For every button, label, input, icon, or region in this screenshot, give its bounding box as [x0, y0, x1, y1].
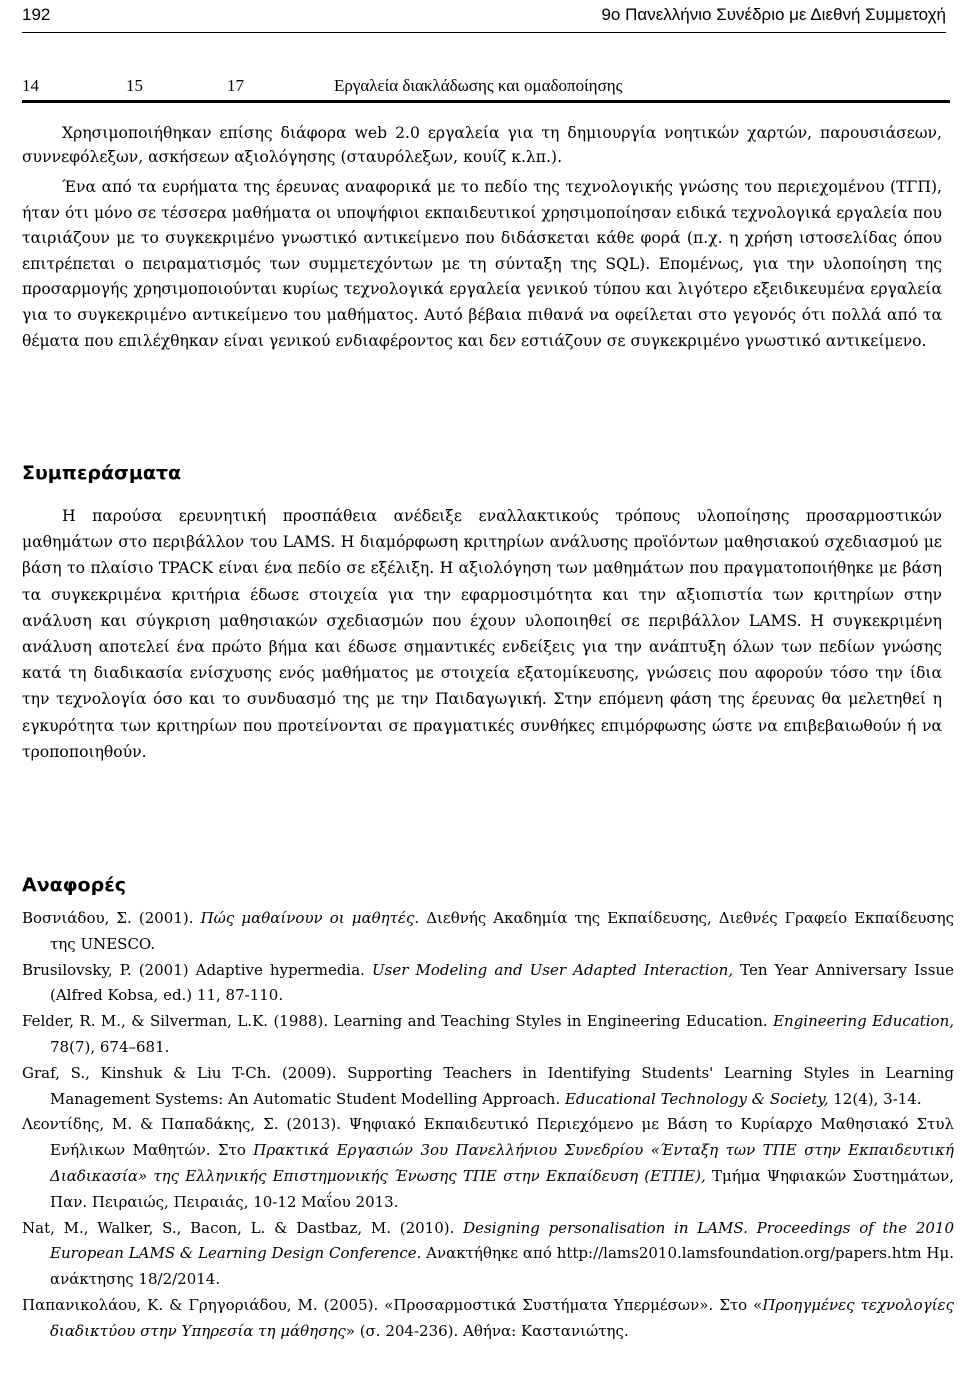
conclusions-heading: Συμπεράσματα — [22, 462, 182, 484]
reference-item: Λεοντίδης, Μ. & Παπαδάκης, Σ. (2013). Ψηφιακό Εκπαιδευτικό Περιεχόμενο με Βάση το Κυρίαρχο Μαθησιακό Στυλ Ενήλικων Μαθητών. Στο Πρακτικά Εργασιών 3ου Πανελλήνιου Συνεδρίου «Ένταξη των ΤΠΕ στην Εκπαιδευτική Διαδικασία» της Ελληνικής Επιστημονικής Ένωσης ΤΠΕ στην Εκπαίδευση (ΕΤΠΕ), Τμήμα Ψηφιακών Συστημάτων, Παν. Πειραιώς, Πειραιάς, 10-12 Μαΐου 2013. — [22, 1115, 954, 1211]
references-heading: Αναφορές — [22, 874, 127, 896]
table-cell-label: Εργαλεία διακλάδωσης και ομαδοποίησης — [334, 76, 623, 95]
body-paragraph-1: Χρησιμοποιήθηκαν επίσης διάφορα web 2.0 εργαλεία για τη δημιουργία νοητικών χαρτών, παρουσιάσεων, συννεφόλεξων, ασκήσεων αξιολόγησης (σταυρόλεξων, κουίζ κ.λπ.). — [22, 124, 942, 167]
page-number: 192 — [22, 5, 51, 24]
reference-item: Nat, M., Walker, S., Bacon, L. & Dastbaz, M. (2010). Designing personalisation in LAMS. Proceedings of the 2010 European LAMS & Learning Design Conference. Ανακτήθηκε από http://lams2010.lamsfoundation.org/papers.htm Ημ. ανάκτησης 18/2/2014. — [22, 1218, 955, 1289]
reference-item: Graf, S., Kinshuk & Liu T-Ch. (2009). Supporting Teachers in Identifying Students' Learning Styles in Learning Management Systems: An Automatic Student Modelling Approach. Educational Technology & Society, 12(4), 3-14. — [22, 1063, 954, 1108]
table-cell-3: 17 — [227, 76, 244, 95]
reference-item: Brusilovsky, P. (2001) Adaptive hypermedia. User Modeling and User Adapted Interaction, Ten Year Anniversary Issue (Alfred Kobsa, ed.) 11, 87-110. — [22, 960, 954, 1005]
table-row — [22, 72, 950, 103]
table-cell-1: 14 — [22, 76, 39, 95]
reference-item: Βοσνιάδου, Σ. (2001). Πώς μαθαίνουν οι μαθητές. Διεθνής Ακαδημία της Εκπαίδευσης, Διεθνές Γραφείο Εκπαίδευσης της UNESCO. — [22, 909, 955, 953]
conference-title: 9ο Πανελλήνιο Συνέδριο με Διεθνή Συμμετοχή — [601, 5, 946, 24]
reference-item: Felder, R. M., & Silverman, L.K. (1988). Learning and Teaching Styles in Engineering Education. Engineering Education, 78(7), 674–681. — [22, 1012, 954, 1056]
running-header — [22, 2, 946, 33]
reference-item: Παπανικολάου, Κ. & Γρηγοριάδου, Μ. (2005). «Προσαρμοστικά Συστήματα Υπερμέσων». Στο «Προηγμένες τεχνολογίες διαδικτύου στην Υπηρεσία τη μάθησης» (σ. 204-236). Αθήνα: Καστανιώτης. — [22, 1295, 954, 1340]
conclusions-paragraph: Η παρούσα ερευνητική προσπάθεια ανέδειξε εναλλακτικούς τρόπους υλοποίησης προσαρμοστικών μαθημάτων στο περιβάλλον του LAMS. Η διαμόρφωση κριτηρίων ανάλυσης προϊόντων μαθησιακού σχεδιασμού με βάση το πλαίσιο TPACK είναι ένα πεδίο σε εξέλιξη. Η αξιολόγηση των μαθημάτων που πραγματοποιήθηκε με βάση τα συγκεκριμένα κριτήρια έδωσε στοιχεία για την εφαρμοσιμότητα και την αξιοπιστία των κριτηρίων στην ανάλυση και σύγκριση μαθησιακών σχεδιασμών που έχουν υλοποιηθεί σε περιβάλλον LAMS. Η συγκεκριμένη ανάλυση αποτελεί ένα πρώτο βήμα και έδωσε σημαντικές ενδείξεις για την ανάπτυξη όλων των πεδίων γνώσης κατά τη διαδικασία ενίσχυσης ενός μαθήματος με στοιχεία εξατομίκευσης, γνώσεις που αφορούν τόσο την ίδια την τεχνολογία όσο και το συνδυασμό της με την Παιδαγωγική. Στην επόμενη φάση της έρευνας θα μελετηθεί η εγκυρότητα των κριτηρίων που προτείνονται σε πραγματικές συνθήκες επιμόρφωσης ώστε να επιβεβαιωθούν ή να τροποποιηθούν. — [22, 507, 942, 761]
reference-list — [22, 906, 954, 1345]
body-paragraph-2: Ένα από τα ευρήματα της έρευνας αναφορικά με το πεδίο της τεχνολογικής γνώσης του περιεχομένου (ΤΓΠ), ήταν ότι μόνο σε τέσσερα μαθήματα οι υποψήφιοι εκπαιδευτικοί χρησιμοποίησαν ειδικά τεχνολογικά εργαλεία που ταιριάζουν με το συγκεκριμένο γνωστικό αντικείμενο που διδάσκεται κάθε φορά (π.χ. η χρήση ιστοσελίδας όπου επιτρέπεται ο πειραματισμός των συμμετεχόντων με τη σύνταξη της SQL). Επομένως, για την υλοποίηση της προσαρμογής χρησιμοποιούνται κυρίως τεχνολογικά εργαλεία γενικού τύπου και λιγότερο εξειδικευμένα εργαλεία για το συγκεκριμένο αντικείμενο του μαθήματος. Αυτό βέβαια πιθανά να οφείλεται στο γεγονός ότι πολλά από τα θέματα που επιλέχθηκαν είναι γενικού ενδιαφέροντος και δεν εστιάζουν σε συγκεκριμένο γνωστικό αντικείμενο. — [22, 178, 942, 350]
table-cell-2: 15 — [126, 76, 143, 95]
